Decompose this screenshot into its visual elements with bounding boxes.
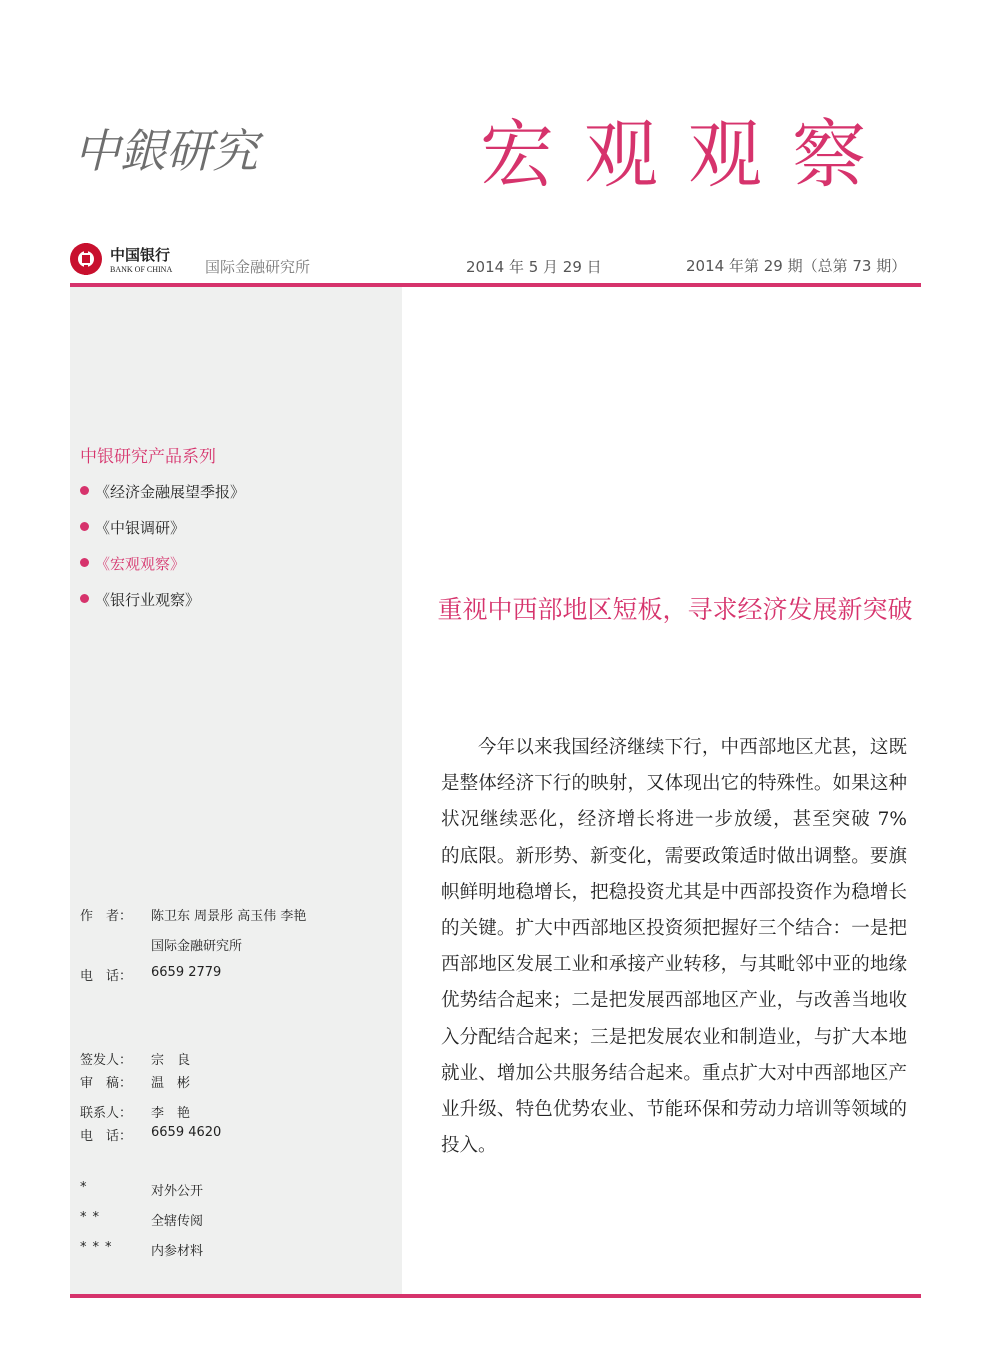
classification-mark: * — [80, 1180, 93, 1195]
bullet-icon — [80, 594, 89, 603]
series-item-label: 《经济金融展望季报》 — [95, 483, 246, 501]
reviewer: 温 彬 — [151, 1076, 191, 1091]
series-list — [80, 481, 245, 625]
bank-of-china-logo-icon — [70, 243, 102, 275]
footer-divider — [70, 1294, 921, 1298]
phone-label: 电 话： — [80, 969, 133, 984]
series-item — [80, 517, 245, 553]
authors-affiliation: 国际金融研究所 — [151, 939, 243, 954]
phone: 6659 2779 — [151, 965, 222, 980]
brand-logo: 中銀研究 — [74, 124, 258, 178]
series-item-label: 《宏观观察》 — [95, 555, 186, 573]
article-title: 重视中西部地区短板，寻求经济发展新突破 — [437, 595, 913, 624]
series-heading: 中银研究产品系列 — [80, 447, 216, 467]
contact-phone-label: 电 话： — [80, 1129, 133, 1144]
authors-label: 作 者： — [80, 909, 133, 924]
issue-number: 2014 年第 29 期（总第 73 期） — [686, 257, 907, 275]
series-item — [80, 481, 245, 517]
contact: 李 艳 — [151, 1106, 191, 1121]
article-body: 今年以来我国经济继续下行，中西部地区尤甚，这既是整体经济下行的映射，又体现出它的特殊性。如果这种状况继续恶化，经济增长将进一步放缓，甚至突破 7% 的底限。新形势、新变化，需要政策适时做出调整。要旗帜鲜明地稳增长，把稳投资尤其是中西部投资作为稳增长的关键。扩大中西部地区投资须把握好三个结合：一是把西部地区发展工业和承接产业转移，与其毗邻中亚的地缘优势结合起来；二是把发展西部地区产业，与改善当地收入分配结合起来；三是把发展农业和制造业，与扩大本地就业、增加公共服务结合起来。重点扩大对中西部地区产业升级、特色优势农业、节能环保和劳动力培训等领域的投入。 — [441, 737, 907, 1157]
publication-title: 宏观观察 — [480, 112, 896, 198]
bullet-icon — [80, 522, 89, 531]
bullet-icon — [80, 558, 89, 567]
reviewer-label: 审 稿： — [80, 1076, 133, 1091]
classification-desc: 内参材料 — [151, 1244, 204, 1259]
publication-date: 2014 年 5 月 29 日 — [466, 258, 602, 276]
bank-name-cn: 中国银行 — [110, 246, 171, 264]
bank-name-en: BANK OF CHINA — [110, 265, 173, 274]
institute-name: 国际金融研究所 — [205, 258, 311, 276]
series-item-label: 《中银调研》 — [95, 519, 186, 537]
contact-phone: 6659 4620 — [151, 1125, 222, 1140]
series-item-current — [80, 553, 245, 589]
signer-label: 签发人： — [80, 1053, 133, 1068]
bullet-icon — [80, 486, 89, 495]
classification-desc: 对外公开 — [151, 1184, 204, 1199]
authors: 陈卫东 周景彤 高玉伟 李艳 — [151, 909, 307, 924]
classification-desc: 全辖传阅 — [151, 1214, 204, 1229]
contact-label: 联系人： — [80, 1106, 133, 1121]
classification-mark: *** — [80, 1240, 118, 1255]
series-item — [80, 589, 245, 625]
signer: 宗 良 — [151, 1053, 191, 1068]
classification-mark: ** — [80, 1210, 105, 1225]
series-item-label: 《银行业观察》 — [95, 591, 201, 609]
